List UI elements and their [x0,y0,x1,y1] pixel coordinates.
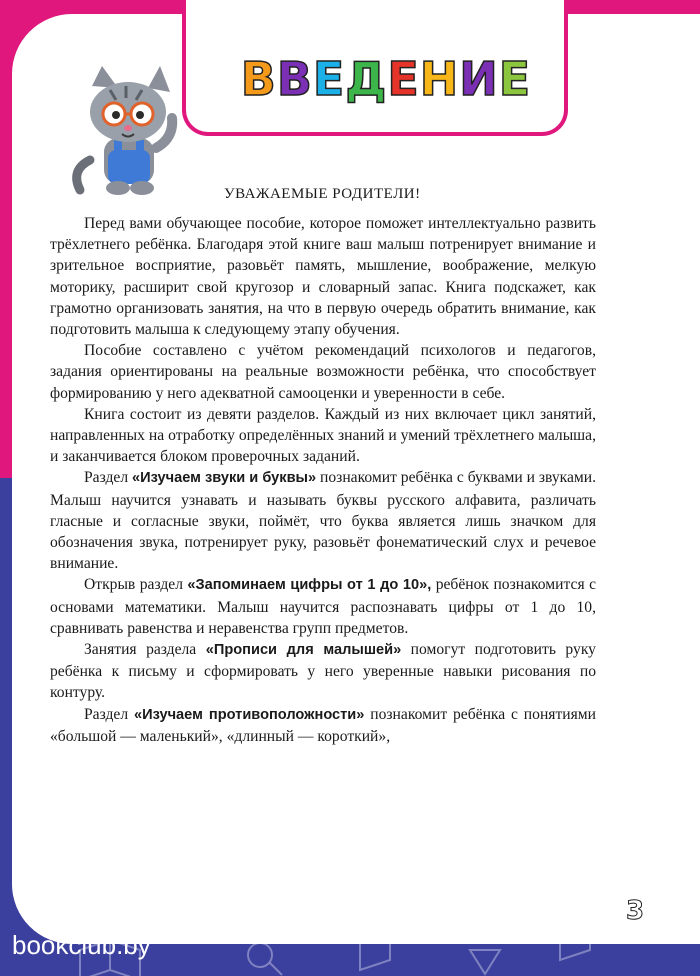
page-number: 3 [625,896,645,926]
cat-mascot-icon [70,64,190,198]
paragraph [50,704,596,747]
title-letter: Д [345,52,388,106]
section-name: «Запоминаем цифры от 1 до 10», [187,577,432,594]
section-name: «Изучаем звуки и буквы» [132,470,317,487]
title-letter: Е [387,52,420,106]
section-name: «Прописи для малышей» [205,642,402,659]
section-name: «Изучаем противоположности» [133,706,365,723]
paragraph [50,574,596,639]
paragraph [50,639,596,704]
paragraph: Книга состоит из девяти разделов. Каждый из них включает цикл занятий, направленных на отработку определённых знаний и умений трёхлетнего малыша, и заканчивается блоком проверочных заданий. [50,405,596,466]
paragraph-text: Занятия раздела [84,641,206,659]
site-watermark[interactable]: bookclub.by [12,930,151,960]
paragraph [50,467,596,574]
paragraph-text: познакомит ребёнка с буквами и звуками. Малыш научится узнавать и называть буквы русского алфавита, различать гласные и согласные звуки, поймёт, что буква является лишь значком для обозначения звука, потренирует руку, разовьёт фонематический слух и речевое внимание. [50,469,597,573]
paragraph: Перед вами обучающее пособие, которое поможет интеллектуально развить трёхлетнего ребёнка. Благодаря этой книге ваш малыш потренирует внимание и зрительное восприятие, разовьёт память, мышление, воображение, мелкую моторику, расширит свой кругозор и словарный запас. Книга подскажет, как грамотно организовать занятия, на что в первую очередь обратить внимание, как подготовить малыша к следующему этапу обучения. [50,215,596,339]
paragraph-text: Раздел [84,469,133,487]
title-letter: Е [312,52,346,106]
paragraph-text: Раздел [84,705,134,723]
paragraph-text: помогут подготовить руку ребёнка к письму и сформировать у него уверенные навыки рисования по контуру. [50,641,596,702]
paragraph-text: Открыв раздел [84,576,188,594]
paragraph-text: ребёнок познакомится с основами математики. Малыш научится распознавать цифры от 1 до 10, сравнивать равенства и неравенства групп предметов. [50,576,596,637]
page-title [216,52,556,106]
paragraph: Пособие составлено с учётом рекомендаций психологов и педагогов, задания ориентированы на реальные возможности ребёнка, что способствует формированию у него адекватной самооценки и уверенности в себе. [50,342,596,402]
title-box [182,0,568,136]
title-letter: И [459,52,499,106]
body-text [50,213,596,747]
title-letter: Н [419,52,460,106]
title-letter: В [276,52,313,106]
title-letter: Е [498,52,532,106]
section-heading: УВАЖАЕМЫЕ РОДИТЕЛИ! [224,186,421,202]
paragraph-text: познакомит ребёнка с понятиями «большой — маленький», «длинный — короткий», [50,705,597,745]
title-letter: В [240,52,277,106]
